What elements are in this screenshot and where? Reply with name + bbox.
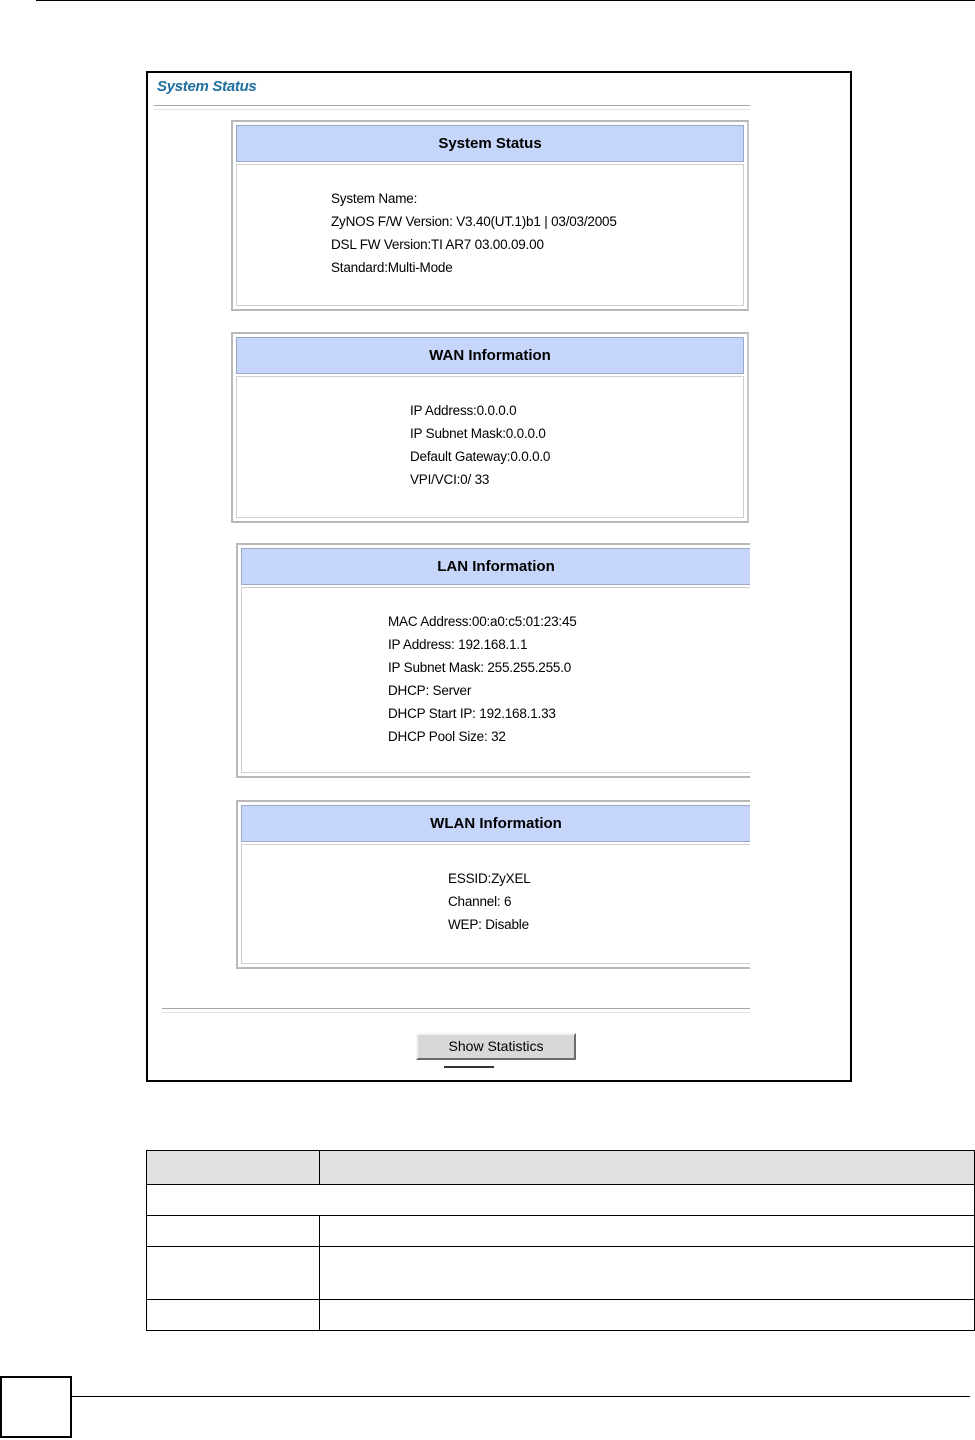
firmware-version-line: ZyNOS F/W Version: V3.40(UT.1)b1 | 03/03/2005: [331, 214, 617, 229]
page-number-box: [0, 1376, 72, 1438]
table-cell: [320, 1300, 975, 1331]
wan-information-panel: [231, 332, 749, 523]
table-header-cell: [320, 1151, 975, 1185]
wlan-information-panel: [236, 800, 750, 969]
table-row: [147, 1216, 975, 1247]
system-name-line: System Name:: [331, 191, 418, 206]
table-cell: [147, 1216, 320, 1247]
table-row: [147, 1185, 975, 1216]
table-cell: [147, 1247, 320, 1300]
wan-ip-address-line: IP Address:0.0.0.0: [410, 403, 517, 418]
wan-gateway-line: Default Gateway:0.0.0.0: [410, 449, 551, 464]
system-status-panel: [231, 120, 749, 311]
footer-rule: [72, 1396, 970, 1397]
reference-table: [146, 1150, 975, 1331]
wlan-essid-line: ESSID:ZyXEL: [448, 871, 531, 886]
wan-subnet-mask-line: IP Subnet Mask:0.0.0.0: [410, 426, 546, 441]
wan-information-header: WAN Information: [236, 337, 744, 374]
button-underline: [444, 1066, 494, 1068]
wlan-information-body: [241, 844, 750, 964]
page-top-rule: [36, 0, 975, 1]
table-row: [147, 1247, 975, 1300]
wlan-channel-line: Channel: 6: [448, 894, 512, 909]
wan-vpi-vci-line: VPI/VCI:0/ 33: [410, 472, 490, 487]
table-cell: [320, 1247, 975, 1300]
table-row: [147, 1300, 975, 1331]
standard-line: Standard:Multi-Mode: [331, 260, 453, 275]
title-divider: [154, 105, 750, 110]
wlan-wep-line: WEP: Disable: [448, 917, 529, 932]
system-status-header: System Status: [236, 125, 744, 162]
screenshot-frame: [146, 71, 852, 1082]
table-cell: [147, 1300, 320, 1331]
lan-information-body: [241, 587, 750, 773]
lan-ip-address-line: IP Address: 192.168.1.1: [388, 637, 528, 652]
bottom-divider: [162, 1008, 750, 1013]
lan-subnet-mask-line: IP Subnet Mask: 255.255.255.0: [388, 660, 572, 675]
page-title: System Status: [157, 78, 257, 95]
table-header-row: [147, 1151, 975, 1185]
lan-dhcp-start-ip-line: DHCP Start IP: 192.168.1.33: [388, 706, 556, 721]
table-header-cell: [147, 1151, 320, 1185]
lan-dhcp-line: DHCP: Server: [388, 683, 472, 698]
dsl-fw-version-line: DSL FW Version:TI AR7 03.00.09.00: [331, 237, 544, 252]
lan-information-panel: [236, 543, 750, 778]
lan-information-header: LAN Information: [241, 548, 750, 585]
table-cell: [147, 1185, 975, 1216]
lan-dhcp-pool-size-line: DHCP Pool Size: 32: [388, 729, 506, 744]
wan-information-body: [236, 376, 744, 518]
lan-mac-address-line: MAC Address:00:a0:c5:01:23:45: [388, 614, 577, 629]
show-statistics-button[interactable]: Show Statistics: [416, 1033, 576, 1060]
system-status-body: [236, 164, 744, 306]
wlan-information-header: WLAN Information: [241, 805, 750, 842]
table-cell: [320, 1216, 975, 1247]
